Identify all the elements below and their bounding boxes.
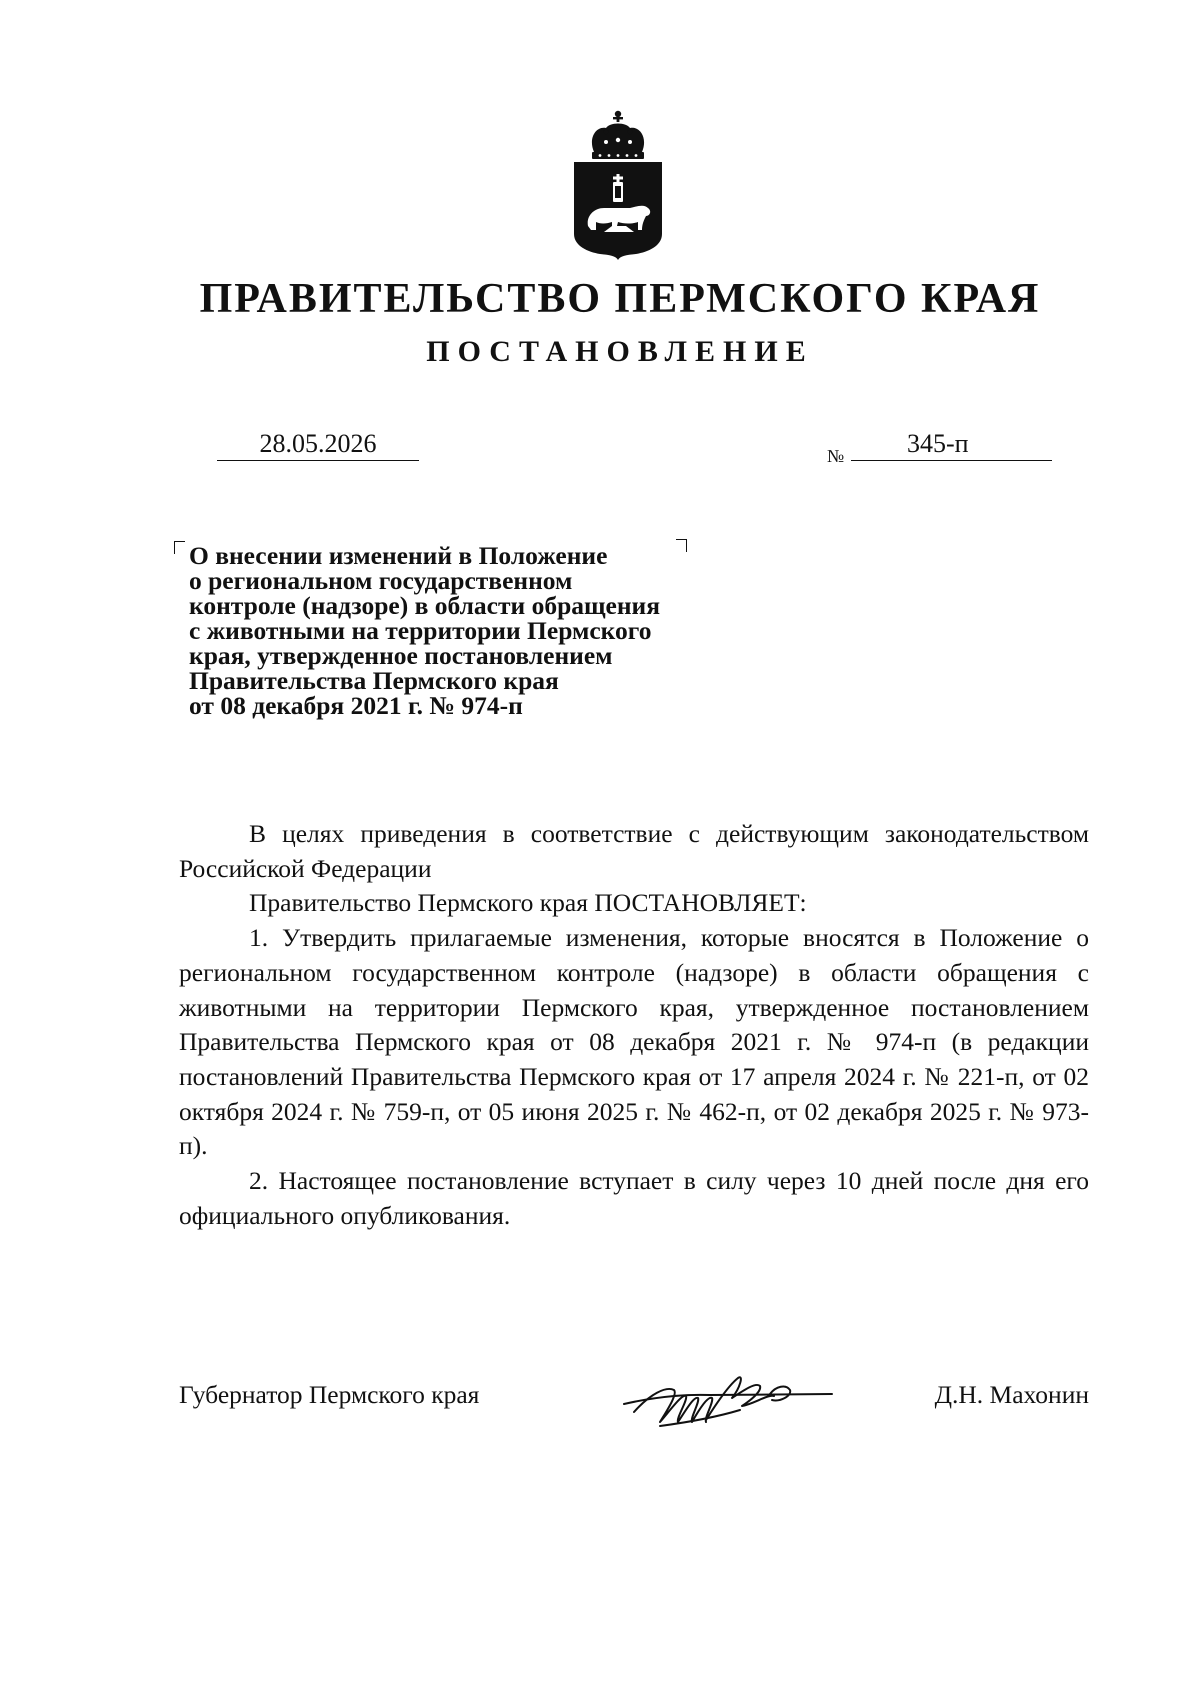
document-date: 28.05.2026 — [217, 428, 419, 461]
subject-line: края, утвержденное постановлением — [189, 641, 613, 670]
body-paragraph-item-1: 1. Утвердить прилагаемые изменения, которые вносятся в Положение о региональном государственном контроле (надзоре) в области обращения с животными на территории Пермского края, утвержденное постановлением Правительства Пермского края от 08 декабря 2021 г. № 974-п (в редакции постановлений Правительства Пермского края от 17 апреля 2024 г. № 221-п, от 02 октября 2024 г. № 759-п, от 05 июня 2025 г. № 462-п, от 02 декабря 2025 г. № 973-п). — [179, 923, 1089, 1161]
perm-krai-coat-of-arms-icon — [566, 108, 670, 260]
signatory-position: Губернатор Пермского края — [179, 1380, 480, 1409]
body-paragraph-preamble: В целях приведения в соответствие с действующим законодательством Российской Федерации — [179, 819, 1089, 883]
subject-line: с животными на территории Пермского — [189, 616, 652, 645]
subject-bracket-left — [174, 541, 185, 554]
document-subject — [189, 543, 729, 718]
subject-line: Правительства Пермского края — [189, 666, 559, 695]
body-paragraph-resolution: Правительство Пермского края ПОСТАНОВЛЯЕТ: — [249, 888, 807, 918]
subject-line: контроле (надзоре) в области обращения — [189, 591, 661, 620]
subject-line: от 08 декабря 2021 г. № 974-п — [189, 691, 523, 720]
number-label: № — [827, 446, 845, 466]
handwritten-signature — [620, 1364, 835, 1434]
document-type-heading: ПОСТАНОВЛЕНИЕ — [426, 335, 814, 368]
document-number: 345-п — [907, 429, 969, 458]
subject-line: О внесении изменений в Положение — [189, 541, 608, 570]
signatory-name: Д.Н. Махонин — [934, 1380, 1089, 1409]
document-body — [179, 817, 1089, 1233]
subject-line: о региональном государственном — [189, 566, 573, 595]
body-paragraph-item-2: 2. Настоящее постановление вступает в силу через 10 дней после дня его официального опубликования. — [179, 1166, 1089, 1230]
government-name-heading: ПРАВИТЕЛЬСТВО ПЕРМСКОГО КРАЯ — [199, 276, 1041, 322]
document-number-field — [851, 428, 1052, 461]
